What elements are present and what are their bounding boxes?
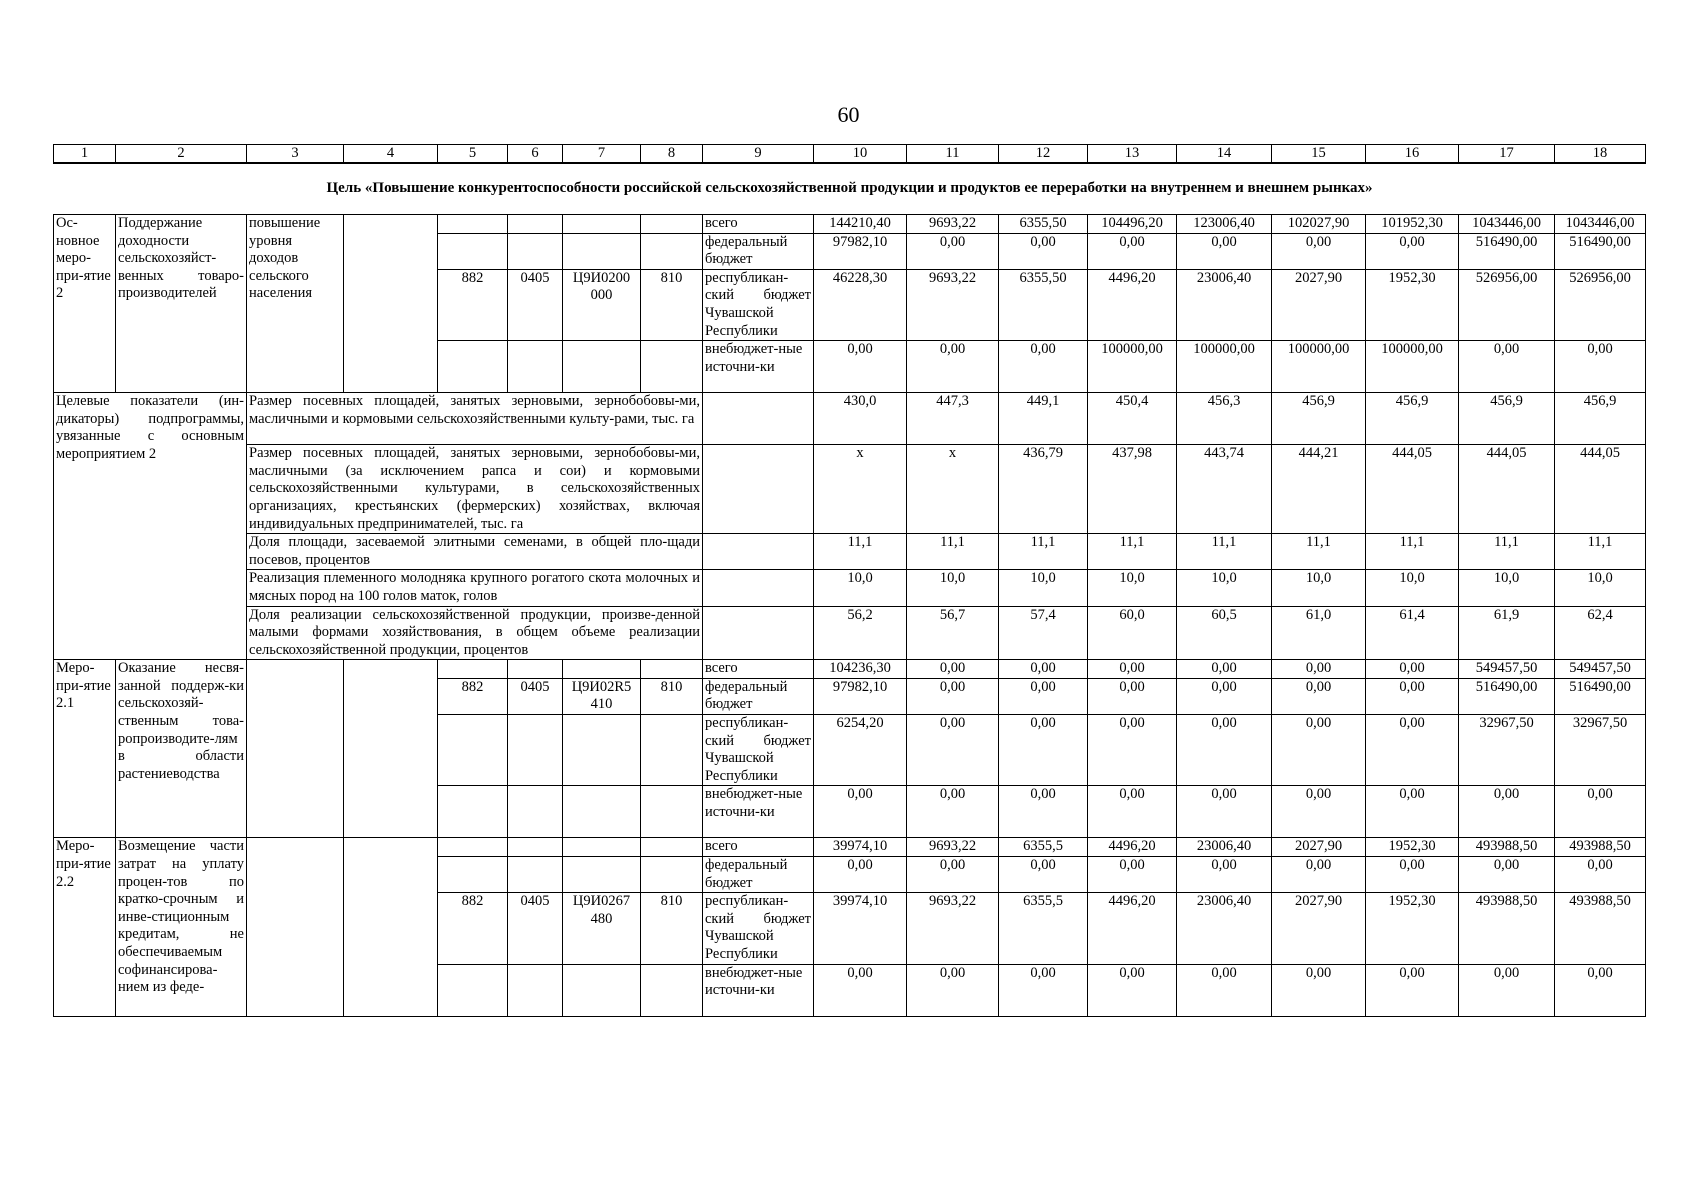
- indicator-value: 11,1: [1555, 534, 1646, 570]
- indicator-value: x: [814, 445, 907, 534]
- header-cell: 2: [116, 145, 247, 164]
- indicator-value: 11,1: [1366, 534, 1459, 570]
- code-empty: [438, 341, 508, 393]
- code-empty: [641, 786, 703, 838]
- amount-cell: 516490,00: [1555, 233, 1646, 269]
- code-empty: [641, 341, 703, 393]
- code-empty: [563, 964, 641, 1016]
- indicator-value: 11,1: [1459, 534, 1555, 570]
- amount-cell: 0,00: [1088, 233, 1177, 269]
- amount-cell: 0,00: [999, 715, 1088, 786]
- header-cell: 17: [1459, 145, 1555, 164]
- amount-cell: 0,00: [907, 678, 999, 714]
- amount-cell: 6355,50: [999, 269, 1088, 340]
- amount-cell: 0,00: [1177, 715, 1272, 786]
- measure-name: Возмещение части затрат на уплату процен-тов по кратко-срочным и инве-стиционным кредитам, не обеспечиваемым софинансирова-нием из феде-: [116, 838, 247, 1016]
- code-empty: [508, 964, 563, 1016]
- funding-source: федеральный бюджет: [703, 678, 814, 714]
- funding-source: республикан-ский бюджет Чувашской Республики: [703, 269, 814, 340]
- funding-source: федеральный бюджет: [703, 857, 814, 893]
- indicator-value: 437,98: [1088, 445, 1177, 534]
- indicator-value: 450,4: [1088, 393, 1177, 445]
- code-empty: [563, 715, 641, 786]
- amount-cell: 526956,00: [1555, 269, 1646, 340]
- amount-cell: 549457,50: [1459, 660, 1555, 679]
- code-csr: Ц9И02R5 410: [563, 678, 641, 714]
- header-cell: 18: [1555, 145, 1646, 164]
- table-row: [54, 838, 1646, 857]
- funding-source: всего: [703, 838, 814, 857]
- amount-cell: 100000,00: [1366, 341, 1459, 393]
- code-empty: [438, 715, 508, 786]
- code-empty: [563, 215, 641, 234]
- amount-cell: 0,00: [999, 341, 1088, 393]
- indicator-value: 10,0: [1366, 570, 1459, 606]
- funding-source: республикан-ский бюджет Чувашской Республики: [703, 893, 814, 964]
- code-empty: [641, 857, 703, 893]
- amount-cell: 493988,50: [1555, 893, 1646, 964]
- indicator-name: Доля площади, засеваемой элитными семенами, в общей пло-щади посевов, процентов: [247, 534, 703, 570]
- amount-cell: 123006,40: [1177, 215, 1272, 234]
- indicator-row: [54, 570, 1646, 606]
- code-empty: [641, 660, 703, 679]
- funding-source: республикан-ский бюджет Чувашской Республики: [703, 715, 814, 786]
- indicator-value: 456,9: [1366, 393, 1459, 445]
- amount-cell: 0,00: [1555, 857, 1646, 893]
- amount-cell: 0,00: [1366, 964, 1459, 1016]
- code-empty: [438, 660, 508, 679]
- indicator-value: 10,0: [907, 570, 999, 606]
- indicator-value: 61,0: [1272, 606, 1366, 660]
- indicator-name: Размер посевных площадей, занятых зерновыми, зернобобовы-ми, масличными и кормовыми сельскохозяйственными культу-рами, тыс. га: [247, 393, 703, 445]
- amount-cell: 1952,30: [1366, 838, 1459, 857]
- measure-name: Поддержание доходности сельскохозяйст-венных товаро-производителей: [116, 215, 247, 393]
- measure-number: Ос-новное меро-при-ятие 2: [54, 215, 116, 393]
- funding-source: внебюджет-ные источни-ки: [703, 341, 814, 393]
- goal-title: Цель «Повышение конкурентоспособности российской сельскохозяйственной продукции и продуктов ее переработки на внутреннем и внешнем рынках»: [54, 163, 1646, 215]
- amount-cell: 2027,90: [1272, 838, 1366, 857]
- amount-cell: 0,00: [999, 660, 1088, 679]
- code-empty: [641, 838, 703, 857]
- indicator-value: 60,5: [1177, 606, 1272, 660]
- indicator-value: 10,0: [1177, 570, 1272, 606]
- amount-cell: 4496,20: [1088, 893, 1177, 964]
- code-empty: [641, 233, 703, 269]
- funding-source: федеральный бюджет: [703, 233, 814, 269]
- amount-cell: 23006,40: [1177, 838, 1272, 857]
- amount-cell: 104496,20: [1088, 215, 1177, 234]
- amount-cell: 101952,30: [1366, 215, 1459, 234]
- goal-row: [54, 163, 1646, 215]
- amount-cell: 0,00: [999, 233, 1088, 269]
- code-empty: [508, 341, 563, 393]
- amount-cell: 493988,50: [1555, 838, 1646, 857]
- code-empty: [563, 660, 641, 679]
- header-cell: 3: [247, 145, 344, 164]
- code-empty: [438, 964, 508, 1016]
- code-empty: [641, 215, 703, 234]
- indicator-name: Размер посевных площадей, занятых зерновыми, зернобобовы-ми, масличными (за исключением рапса и сои) и кормовыми сельскохозяйственными культурами, в сельскохозяйственных организациях, крестьянских (фермерских) хозяйствах, включая индивидуальных предпринимателей, тыс. га: [247, 445, 703, 534]
- amount-cell: 0,00: [1272, 660, 1366, 679]
- amount-cell: 549457,50: [1555, 660, 1646, 679]
- amount-cell: 526956,00: [1459, 269, 1555, 340]
- code-grbs: 882: [438, 678, 508, 714]
- indicator-value: 10,0: [999, 570, 1088, 606]
- amount-cell: 0,00: [1177, 786, 1272, 838]
- amount-cell: 0,00: [1366, 678, 1459, 714]
- indicator-source-empty: [703, 445, 814, 534]
- amount-cell: 0,00: [1555, 786, 1646, 838]
- amount-cell: 516490,00: [1459, 678, 1555, 714]
- amount-cell: 0,00: [907, 233, 999, 269]
- amount-cell: 0,00: [1459, 964, 1555, 1016]
- expected-result: повышение уровня доходов сельского населения: [247, 215, 344, 393]
- indicator-name: Реализация племенного молодняка крупного рогатого скота молочных и мясных пород на 100 голов маток, голов: [247, 570, 703, 606]
- amount-cell: 0,00: [1272, 715, 1366, 786]
- indicator-value: 456,9: [1459, 393, 1555, 445]
- indicator-value: 61,9: [1459, 606, 1555, 660]
- amount-cell: 0,00: [1366, 857, 1459, 893]
- amount-cell: 0,00: [999, 786, 1088, 838]
- page-number: 60: [837, 102, 860, 127]
- amount-cell: 102027,90: [1272, 215, 1366, 234]
- amount-cell: 39974,10: [814, 893, 907, 964]
- amount-cell: 0,00: [814, 964, 907, 1016]
- code-empty: [508, 715, 563, 786]
- amount-cell: 0,00: [1366, 715, 1459, 786]
- amount-cell: 0,00: [1272, 786, 1366, 838]
- amount-cell: 0,00: [1555, 341, 1646, 393]
- code-empty: [641, 715, 703, 786]
- code-empty: [438, 786, 508, 838]
- amount-cell: 0,00: [1088, 786, 1177, 838]
- amount-cell: 9693,22: [907, 269, 999, 340]
- indicator-source-empty: [703, 534, 814, 570]
- indicator-value: 444,05: [1366, 445, 1459, 534]
- code-rz: 0405: [508, 269, 563, 340]
- amount-cell: 0,00: [1177, 678, 1272, 714]
- amount-cell: 0,00: [1177, 660, 1272, 679]
- funding-source: внебюджет-ные источни-ки: [703, 964, 814, 1016]
- indicator-value: 443,74: [1177, 445, 1272, 534]
- header-cell: 6: [508, 145, 563, 164]
- header-cell: 11: [907, 145, 999, 164]
- table-row: [54, 660, 1646, 679]
- header-cell: 7: [563, 145, 641, 164]
- funding-source: внебюджет-ные источни-ки: [703, 786, 814, 838]
- code-empty: [641, 964, 703, 1016]
- indicator-value: 436,79: [999, 445, 1088, 534]
- indicator-value: 11,1: [999, 534, 1088, 570]
- indicator-value: 57,4: [999, 606, 1088, 660]
- code-grbs: 882: [438, 269, 508, 340]
- funding-source: всего: [703, 660, 814, 679]
- code-csr: Ц9И0267 480: [563, 893, 641, 964]
- indicator-row: [54, 534, 1646, 570]
- indicator-source-empty: [703, 606, 814, 660]
- amount-cell: 0,00: [907, 660, 999, 679]
- amount-cell: 516490,00: [1555, 678, 1646, 714]
- code-empty: [508, 838, 563, 857]
- code-vr: 810: [641, 893, 703, 964]
- indicator-value: 10,0: [1088, 570, 1177, 606]
- indicator-value: 444,21: [1272, 445, 1366, 534]
- amount-cell: 0,00: [1272, 857, 1366, 893]
- expected-result: [247, 838, 344, 1016]
- header-cell: 12: [999, 145, 1088, 164]
- indicator-value: 10,0: [814, 570, 907, 606]
- indicator-value: 430,0: [814, 393, 907, 445]
- amount-cell: 104236,30: [814, 660, 907, 679]
- indicator-value: 11,1: [907, 534, 999, 570]
- funding-source: всего: [703, 215, 814, 234]
- header-cell: 9: [703, 145, 814, 164]
- code-empty: [508, 660, 563, 679]
- amount-cell: 0,00: [907, 786, 999, 838]
- header-cell: 4: [344, 145, 438, 164]
- amount-cell: 4496,20: [1088, 269, 1177, 340]
- header-cell: 14: [1177, 145, 1272, 164]
- indicator-name: Доля реализации сельскохозяйственной продукции, произве-денной малыми формами хозяйствования, в общем объеме реализации сельскохозяйственной продукции, процентов: [247, 606, 703, 660]
- amount-cell: 100000,00: [1088, 341, 1177, 393]
- amount-cell: 4496,20: [1088, 838, 1177, 857]
- header-cell: 15: [1272, 145, 1366, 164]
- code-empty: [508, 857, 563, 893]
- amount-cell: 6254,20: [814, 715, 907, 786]
- indicator-value: 62,4: [1555, 606, 1646, 660]
- header-cell: 16: [1366, 145, 1459, 164]
- header-row: [54, 145, 1646, 164]
- amount-cell: 23006,40: [1177, 893, 1272, 964]
- amount-cell: 516490,00: [1459, 233, 1555, 269]
- amount-cell: 0,00: [814, 341, 907, 393]
- indicator-value: 456,9: [1555, 393, 1646, 445]
- amount-cell: 6355,5: [999, 893, 1088, 964]
- amount-cell: 0,00: [1272, 964, 1366, 1016]
- amount-cell: 0,00: [1088, 964, 1177, 1016]
- amount-cell: 39974,10: [814, 838, 907, 857]
- indicator-value: 456,3: [1177, 393, 1272, 445]
- amount-cell: 0,00: [907, 341, 999, 393]
- indicator-value: 447,3: [907, 393, 999, 445]
- amount-cell: 6355,50: [999, 215, 1088, 234]
- amount-cell: 0,00: [1177, 857, 1272, 893]
- amount-cell: 32967,50: [1459, 715, 1555, 786]
- amount-cell: 0,00: [814, 786, 907, 838]
- indicators-label: Целевые показатели (ин-дикаторы) подпрограммы, увязанные с основным мероприятием 2: [54, 393, 247, 660]
- amount-cell: 9693,22: [907, 838, 999, 857]
- header-cell: 1: [54, 145, 116, 164]
- indicator-value: 11,1: [1177, 534, 1272, 570]
- amount-cell: 6355,5: [999, 838, 1088, 857]
- indicator-value: 10,0: [1459, 570, 1555, 606]
- indicator-value: 11,1: [814, 534, 907, 570]
- indicator-row: [54, 393, 1646, 445]
- table-row: [54, 215, 1646, 234]
- amount-cell: 144210,40: [814, 215, 907, 234]
- code-grbs: 882: [438, 893, 508, 964]
- amount-cell: 0,00: [1366, 660, 1459, 679]
- executor-cell: [344, 215, 438, 393]
- code-empty: [438, 857, 508, 893]
- header-cell: 8: [641, 145, 703, 164]
- amount-cell: 0,00: [1177, 233, 1272, 269]
- code-csr: Ц9И0200 000: [563, 269, 641, 340]
- amount-cell: 32967,50: [1555, 715, 1646, 786]
- amount-cell: 0,00: [1272, 233, 1366, 269]
- amount-cell: 0,00: [814, 857, 907, 893]
- amount-cell: 97982,10: [814, 678, 907, 714]
- amount-cell: 0,00: [1459, 786, 1555, 838]
- executor-cell: [344, 838, 438, 1016]
- amount-cell: 0,00: [1459, 857, 1555, 893]
- amount-cell: 0,00: [1459, 341, 1555, 393]
- amount-cell: 0,00: [1366, 786, 1459, 838]
- amount-cell: 0,00: [1088, 660, 1177, 679]
- amount-cell: 0,00: [1555, 964, 1646, 1016]
- code-rz: 0405: [508, 893, 563, 964]
- amount-cell: 97982,10: [814, 233, 907, 269]
- amount-cell: 0,00: [1366, 233, 1459, 269]
- amount-cell: 46228,30: [814, 269, 907, 340]
- indicator-value: 444,05: [1459, 445, 1555, 534]
- indicator-source-empty: [703, 570, 814, 606]
- code-empty: [508, 233, 563, 269]
- amount-cell: 100000,00: [1177, 341, 1272, 393]
- indicator-value: 449,1: [999, 393, 1088, 445]
- amount-cell: 0,00: [1088, 857, 1177, 893]
- expected-result: [247, 660, 344, 838]
- header-cell: 5: [438, 145, 508, 164]
- code-empty: [508, 215, 563, 234]
- amount-cell: 0,00: [999, 857, 1088, 893]
- indicator-value: 11,1: [1272, 534, 1366, 570]
- amount-cell: 9693,22: [907, 893, 999, 964]
- amount-cell: 2027,90: [1272, 893, 1366, 964]
- amount-cell: 0,00: [907, 964, 999, 1016]
- amount-cell: 0,00: [1088, 678, 1177, 714]
- code-empty: [438, 233, 508, 269]
- amount-cell: 1043446,00: [1555, 215, 1646, 234]
- indicator-row: [54, 445, 1646, 534]
- indicator-value: 56,7: [907, 606, 999, 660]
- indicator-value: 11,1: [1088, 534, 1177, 570]
- code-empty: [563, 233, 641, 269]
- amount-cell: 0,00: [999, 678, 1088, 714]
- code-empty: [563, 786, 641, 838]
- amount-cell: 100000,00: [1272, 341, 1366, 393]
- code-empty: [438, 838, 508, 857]
- measure-number: Меро-при-ятие 2.2: [54, 838, 116, 1016]
- code-empty: [508, 786, 563, 838]
- amount-cell: 2027,90: [1272, 269, 1366, 340]
- amount-cell: 0,00: [1088, 715, 1177, 786]
- amount-cell: 1952,30: [1366, 893, 1459, 964]
- amount-cell: 0,00: [907, 715, 999, 786]
- amount-cell: 0,00: [999, 964, 1088, 1016]
- amount-cell: 1043446,00: [1459, 215, 1555, 234]
- amount-cell: 493988,50: [1459, 893, 1555, 964]
- amount-cell: 1952,30: [1366, 269, 1459, 340]
- code-empty: [563, 857, 641, 893]
- indicator-value: 10,0: [1272, 570, 1366, 606]
- code-empty: [563, 341, 641, 393]
- code-empty: [438, 215, 508, 234]
- executor-cell: [344, 660, 438, 838]
- indicator-value: 56,2: [814, 606, 907, 660]
- code-rz: 0405: [508, 678, 563, 714]
- indicator-value: 60,0: [1088, 606, 1177, 660]
- measure-number: Меро-при-ятие 2.1: [54, 660, 116, 838]
- indicator-value: 10,0: [1555, 570, 1646, 606]
- indicator-value: x: [907, 445, 999, 534]
- indicator-source-empty: [703, 393, 814, 445]
- header-cell: 13: [1088, 145, 1177, 164]
- code-vr: 810: [641, 269, 703, 340]
- code-empty: [563, 838, 641, 857]
- indicator-value: 444,05: [1555, 445, 1646, 534]
- code-vr: 810: [641, 678, 703, 714]
- amount-cell: 9693,22: [907, 215, 999, 234]
- indicator-row: [54, 606, 1646, 660]
- measure-name: Оказание несвя-занной поддерж-ки сельскохозяй-ственным това-ропроизводите-лям в области растениеводства: [116, 660, 247, 838]
- amount-cell: 493988,50: [1459, 838, 1555, 857]
- indicator-value: 456,9: [1272, 393, 1366, 445]
- amount-cell: 0,00: [1272, 678, 1366, 714]
- amount-cell: 0,00: [907, 857, 999, 893]
- amount-cell: 0,00: [1177, 964, 1272, 1016]
- amount-cell: 23006,40: [1177, 269, 1272, 340]
- program-table: [53, 144, 1646, 1017]
- indicator-value: 61,4: [1366, 606, 1459, 660]
- header-cell: 10: [814, 145, 907, 164]
